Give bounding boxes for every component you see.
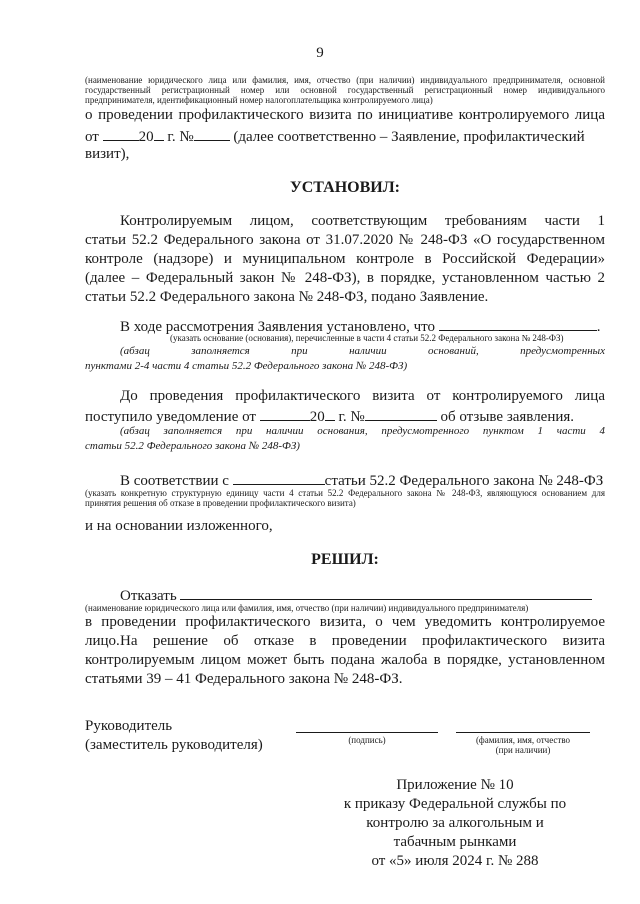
intro-year-blank [154,126,164,141]
para4-note-line1: (указать конкретную структурную единицу части 4 статьи 52.2 Федерального закона № 248-ФЗ, являющуюся основанием для [85,488,605,498]
para2-period: . [596,319,601,335]
decision-line1: в проведении профилактического визита, о чем уведомить контролируемое лицо. [85,614,605,649]
para2-note: (указать основание (основания), перечисленные в части 4 статьи 52.2 Федерального закона № 248-ФЗ) [170,333,564,343]
header-note-line3: предпринимателя, идентификационный номер налогоплательщика контролируемого лица) [85,95,433,105]
intro-day-blank [103,126,139,141]
signature-label: (подпись) [348,735,386,745]
para3-year-blank [325,406,335,421]
para3-day-blank [260,406,310,421]
intro-line1: о проведении профилактического визита по инициативе контролируемого лица [85,107,605,123]
para2-italic-line2: пунктами 2-4 части 4 статьи 52.2 Федерального закона № 248-ФЗ) [85,360,408,372]
appendix-line1: Приложение № 10 [396,777,514,793]
name-label-line2: (при наличии) [495,745,551,755]
para1-line5: статьи 52.2 Федерального закона № 248-ФЗ, подано Заявление. [85,289,489,305]
para2-italic-line1: (абзац заполняется при наличии оснований, предусмотренных [120,345,605,357]
appendix-line5: от «5» июля 2024 г. № 288 [371,853,539,869]
intro-number-blank [194,126,230,141]
intro-from: от [85,129,99,145]
name-label-line1: (фамилия, имя, отчество [475,735,571,745]
para2-basis-blank [439,316,597,331]
signature-role2: (заместитель руководителя) [85,737,263,753]
intro-line2 [85,126,615,147]
header-note-line2: государственный регистрационный номер или основной государственный регистрационный номер индивидуального [85,85,605,95]
para1-line1: Контролируемым лицом, соответствующим требованиям части 1 [120,213,605,229]
para3-withdrawal: об отзыве заявления. [440,409,575,425]
name-line [456,732,590,733]
para1-line3: контроле (надзоре) и муниципальном контроле в Российской Федерации» [85,251,605,267]
para3-italic-line2: статьи 52.2 Федерального закона № 248-ФЗ) [85,440,300,452]
decision-note: (наименование юридического лица или фамилия, имя, отчество (при наличии) индивидуального предпринимателя) [85,603,529,613]
para4-article: статьи 52.2 Федерального закона № 248-ФЗ [324,473,604,489]
para3-number-blank [365,406,437,421]
appendix-line4: табачным рынками [393,834,517,850]
decision-refuse: Отказать [120,588,177,604]
signature-line [296,732,438,733]
para3-italic-line1: (абзац заполняется при наличии основания, предусмотренного пунктом 1 части 4 [120,425,605,437]
para3-notice: поступило уведомление от [85,409,256,425]
para4-unit-blank [233,470,325,485]
signature-role1: Руководитель [85,718,173,734]
page-number: 9 [316,45,324,61]
para4-line2: и на основании изложенного, [85,518,273,534]
heading-decided: РЕШИЛ: [311,551,379,568]
para3-number-label: г. № [338,409,365,425]
para4-accordance: В соответствии с [120,473,229,489]
intro-year: 20 [138,129,154,145]
para2-text: В ходе рассмотрения Заявления установлено, что [120,319,435,335]
header-note-line1: (наименование юридического лица или фамилия, имя, отчество (при наличии) индивидуального предпринимателя, основной [85,75,605,85]
decision-line4: статьями 39 – 41 Федерального закона № 248-ФЗ. [85,671,403,687]
para1-line4: (далее – Федеральный закон № 248-ФЗ), в порядке, установленном частью 2 [85,270,605,286]
para1-line2: статьи 52.2 Федерального закона от 31.07.2020 № 248-ФЗ «О государственном [85,232,605,248]
decision-line2: На решение об отказе в проведении профилактического визита [120,633,605,649]
decision-line3: контролируемым лицом может быть подана жалоба в порядке, установленном [85,652,605,668]
appendix-line3: контролю за алкогольным и [366,815,544,831]
heading-established: УСТАНОВИЛ: [290,179,400,196]
intro-number-label: г. № [167,129,194,145]
para3-line1: До проведения профилактического визита от контролируемого лица [120,388,605,404]
intro-hereinafter: (далее соответственно – Заявление, профилактический [233,129,585,145]
decision-entity-blank [180,585,592,600]
appendix-line2: к приказу Федеральной службы по [343,796,567,812]
para3-year: 20 [309,409,325,425]
para4-note-line2: принятия решения об отказе в проведении профилактического визита) [85,498,356,508]
intro-line3: визит), [85,146,130,162]
